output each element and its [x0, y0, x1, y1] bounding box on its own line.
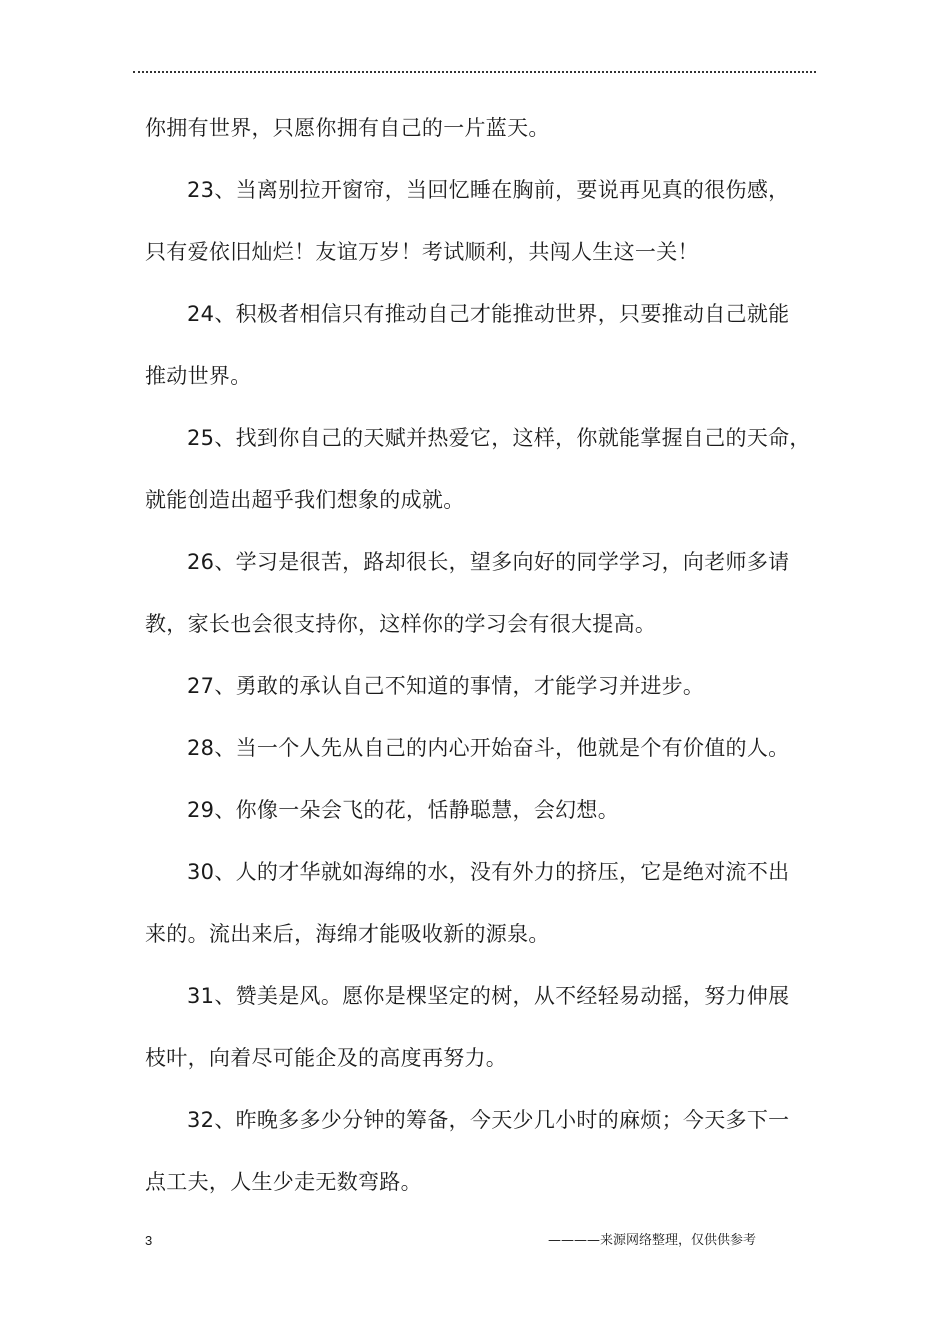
text-line: 点工夫，人生少走无数弯路。: [145, 1170, 422, 1194]
text-line: 就能创造出超乎我们想象的成就。: [145, 488, 465, 512]
text-line: 来的。流出来后，海绵才能吸收新的源泉。: [145, 922, 550, 946]
text-line: 30、人的才华就如海绵的水，没有外力的挤压，它是绝对流不出: [187, 860, 790, 884]
text-line: 教，家长也会很支持你，这样你的学习会有很大提高。: [145, 612, 657, 636]
text-line: 31、赞美是风。愿你是棵坚定的树，从不经轻易动摇，努力伸展: [187, 984, 790, 1008]
text-line: 29、你像一朵会飞的花，恬静聪慧，会幻想。: [187, 798, 620, 822]
text-line: 27、勇敢的承认自己不知道的事情，才能学习并进步。: [187, 674, 705, 698]
header-divider: [133, 71, 816, 73]
text-line: 枝叶，向着尽可能企及的高度再努力。: [145, 1046, 508, 1070]
footer-source-note: ————来源网络整理，仅供供参考: [548, 1233, 757, 1248]
text-line: 25、找到你自己的天赋并热爱它，这样，你就能掌握自己的天命，: [187, 426, 811, 450]
text-line: 28、当一个人先从自己的内心开始奋斗，他就是个有价值的人。: [187, 736, 790, 760]
text-line: 推动世界。: [145, 364, 252, 388]
text-line: 26、学习是很苦，路却很长，望多向好的同学学习，向老师多请: [187, 550, 790, 574]
text-line: 23、当离别拉开窗帘，当回忆睡在胸前，要说再见真的很伤感，: [187, 178, 790, 202]
text-line: 只有爱依旧灿烂！友谊万岁！考试顺利，共闯人生这一关！: [145, 240, 699, 264]
text-line: 24、积极者相信只有推动自己才能推动世界，只要推动自己就能: [187, 302, 790, 326]
page-number: 3: [145, 1233, 153, 1248]
text-line: 32、昨晚多多少分钟的筹备，今天少几小时的麻烦；今天多下一: [187, 1108, 790, 1132]
text-line: 你拥有世界，只愿你拥有自己的一片蓝天。: [145, 116, 550, 140]
